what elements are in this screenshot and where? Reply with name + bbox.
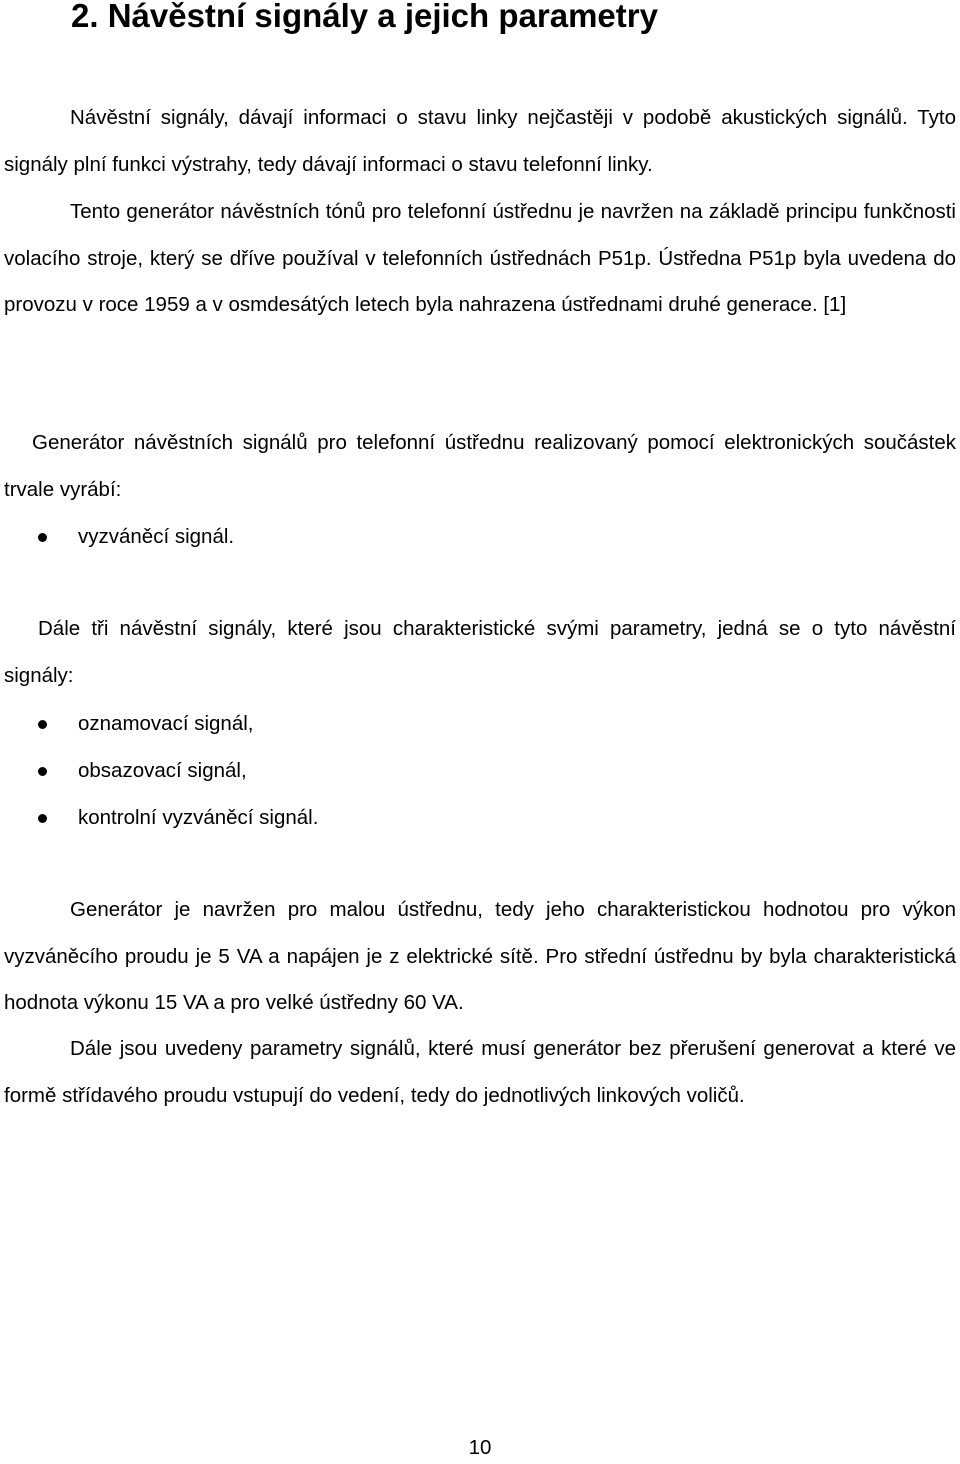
bullet-icon (38, 533, 47, 542)
bullet-icon (38, 720, 47, 729)
page-number: 10 (468, 1436, 492, 1459)
list-item-text: obsazovací signál, (78, 759, 247, 782)
paragraph-generator-principle: Tento generátor návěstních tónů pro telefonní ústřednu je navržen na základě principu funkčnosti volacího stroje, který se dříve používal v telefonních ústřednách P51p. Ústředna P51p byla uvedena do provozu v roce 1959 a v osmdesátých letech byla nahrazena ústřednami druhé generace. [1] (4, 200, 956, 316)
paragraph-power-values: Generátor je navržen pro malou ústřednu, tedy jeho charakteristickou hodnotou pro výkon vyzváněcího proudu je 5 VA a napájen je z elektrické sítě. Pro střední ústřednu by byla charakteristická hodnota výkonu 15 VA a pro velké ústředny 60 VA. (4, 898, 956, 1014)
list-item-text: oznamovací signál, (78, 712, 254, 735)
paragraph-intro: Návěstní signály, dávají informaci o stavu linky nejčastěji v podobě akustických signálů. Tyto signály plní funkci výstrahy, tedy dávají informaci o stavu telefonní linky. (4, 106, 956, 176)
bullet-icon (38, 767, 47, 776)
paragraph-generator-produces: Generátor návěstních signálů pro telefonní ústřednu realizovaný pomocí elektronických součástek trvale vyrábí: (4, 431, 956, 501)
paragraph-parameters-intro: Dále jsou uvedeny parametry signálů, které musí generátor bez přerušení generovat a které ve formě střídavého proudu vstupují do vedení, tedy do jednotlivých linkových voličů. (4, 1037, 956, 1107)
section-heading: 2. Návěstní signály a jejich parametry (71, 0, 658, 34)
bullet-icon (38, 814, 47, 823)
list-item-text: vyzváněcí signál. (78, 525, 235, 548)
list-item-text: kontrolní vyzváněcí signál. (78, 806, 319, 829)
paragraph-three-signals: Dále tři návěstní signály, které jsou charakteristické svými parametry, jedná se o tyto návěstní signály: (4, 617, 956, 687)
